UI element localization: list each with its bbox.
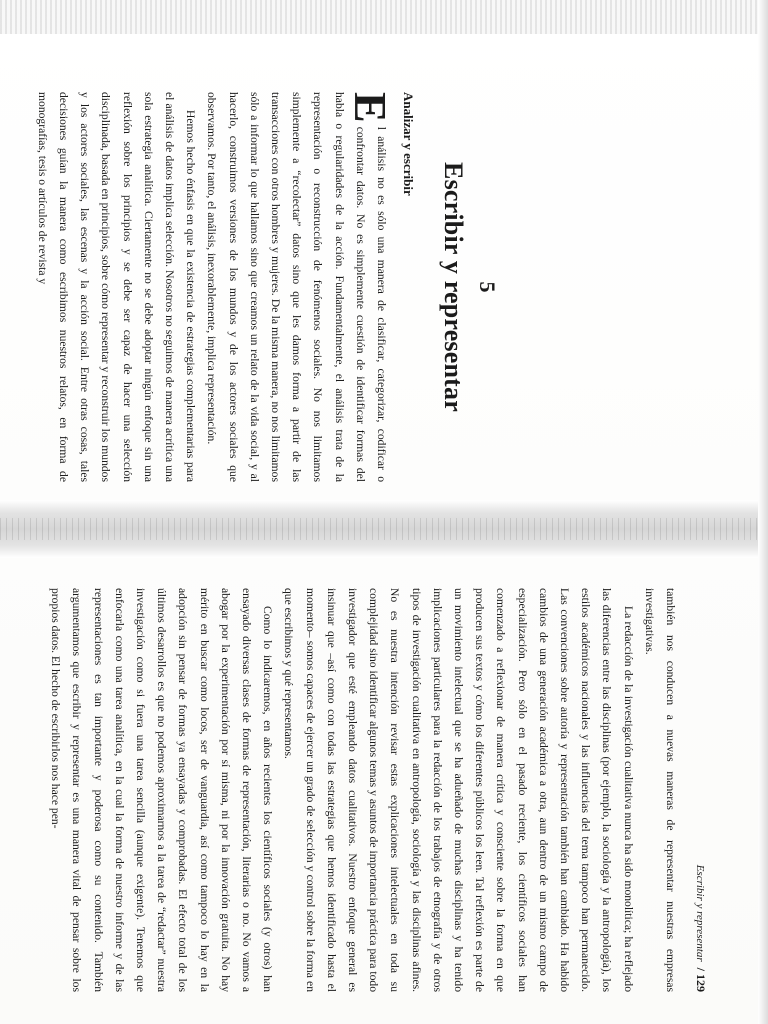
chapter-title: Escribir y representar [439,162,468,412]
running-header [693,588,708,992]
scan-top-edge [0,0,768,34]
paragraph-text: l análisis no es sólo una manera de clasificar, categorizar, codificar o confrontar datos. No es simplemente cuestión de identificar formas del habla o regularidades de la acción. Fundamentalmente, el análisis trata de la representación o reconstrucción de fenómenos sociales. No nos limitamos simplemente a “recolectar” datos sino que les damos forma a partir de las transacciones con otros hombres y mujeres. De la misma manera, no nos limitamos sólo a informar lo que hallamos sino que creamos un relato de la vida social, y al hacerlo, construimos versiones de los mundos y de los actores sociales que observamos. Por tanto, el análisis, inexorablemente, implica representación. [205,92,388,482]
chapter-number: 5 [475,281,500,293]
book-spine-gutter [0,500,768,558]
drop-cap-letter: E [345,92,396,123]
body-paragraph: La redacción de la investigación cualitativa nunca ha sido monolítica; ha reflejado las diferencias entre las disciplinas (por ejemplo, la sociología y la antropología), los estilos académicos nacionales y las influencias del tema tampoco han permanecido. Las convenciones sobre autoría y representación también han cambiado. Ha habido cambios de una generación académica a otra, aun dentro de un mismo campo de especialización. Pero sólo en el pasado reciente, los científicos sociales han comenzado a reflexionar de manera crítica y consciente sobre la forma en que producen sus textos y cómo los diferentes públicos los leen. Tal reflexión es parte de un movimiento intelectual que se ha adueñado de muchas disciplinas y ha tenido implicaciones particulares para la redacción de los trabajos de etnografía y de otros tipos de investigación cualitativa en antropología, sociología y las disciplinas afines. No es nuestra intención revisar estas explicaciones intelectuales en toda su complejidad sino identificar algunos temas y asuntos de importancia práctica para todo investigador que esté empleando datos cualitativos. Nuestro enfoque general es insinuar que –así como con todas las estrategias que hemos identificado hasta el momento– somos capaces de ejercer un grado de selección y control sobre la forma en que escribimos y qué representamos. [282,588,635,992]
body-paragraph: Hemos hecho énfasis en que la existencia de estrategias complementarias para el análisis de datos implica selección. Nosotros no seguimos de manera acrítica una sola estrategia analítica. Ciertamente no se debe adoptar ningún enfoque sin una reflexión sobre los principios y se debe ser capaz de hacer una selección disciplinada, basada en principios, sobre cómo representar y reconstruir los mundos y los actores sociales, las escenas y la acción social. Entre otras cosas, tales decisiones guían la manera como escribimos nuestros relatos, en forma de monografías, tesis o artículos de revista y [35,92,198,482]
chapter-opening-page [35,92,500,482]
scan-right-edge [758,0,768,1024]
page-number: / 129 [694,967,708,992]
body-paragraph [201,92,396,482]
continuation-page [49,588,708,992]
running-title: Escribir y representar [694,864,706,962]
section-heading: Analizar y escribir [401,92,416,196]
body-paragraph: también nos conducen a nuevas maneras de representar nuestras empresas investigativas. [642,588,677,992]
body-paragraph: Como lo indicaremos, en años recientes los científicos sociales (y otros) han ensayado diversas clases de formas de representación, literarias o no. No vamos a abogar por la experimentación por sí misma, ni por la innovación gratuita. No hay mérito en buscar como locos, ser de vanguardia, así como tampoco lo hay en la adopción sin pensar de formas ya ensayadas y comprobadas. El efecto total de los últimos desarrollos es que no podemos aproximarnos a la tarea de “redactar” nuestra investigación como si fuera una tarea sencilla (aunque exigente). Tenemos que enfocarla como una tarea analítica, en la cual la forma de nuestro informe y de las representaciones es tan importante y poderosa como su contenido. También argumentamos que escribir y representar es una manera vital de pensar sobre los propios datos. El hecho de escribirlos nos hace pen- [49,588,275,992]
